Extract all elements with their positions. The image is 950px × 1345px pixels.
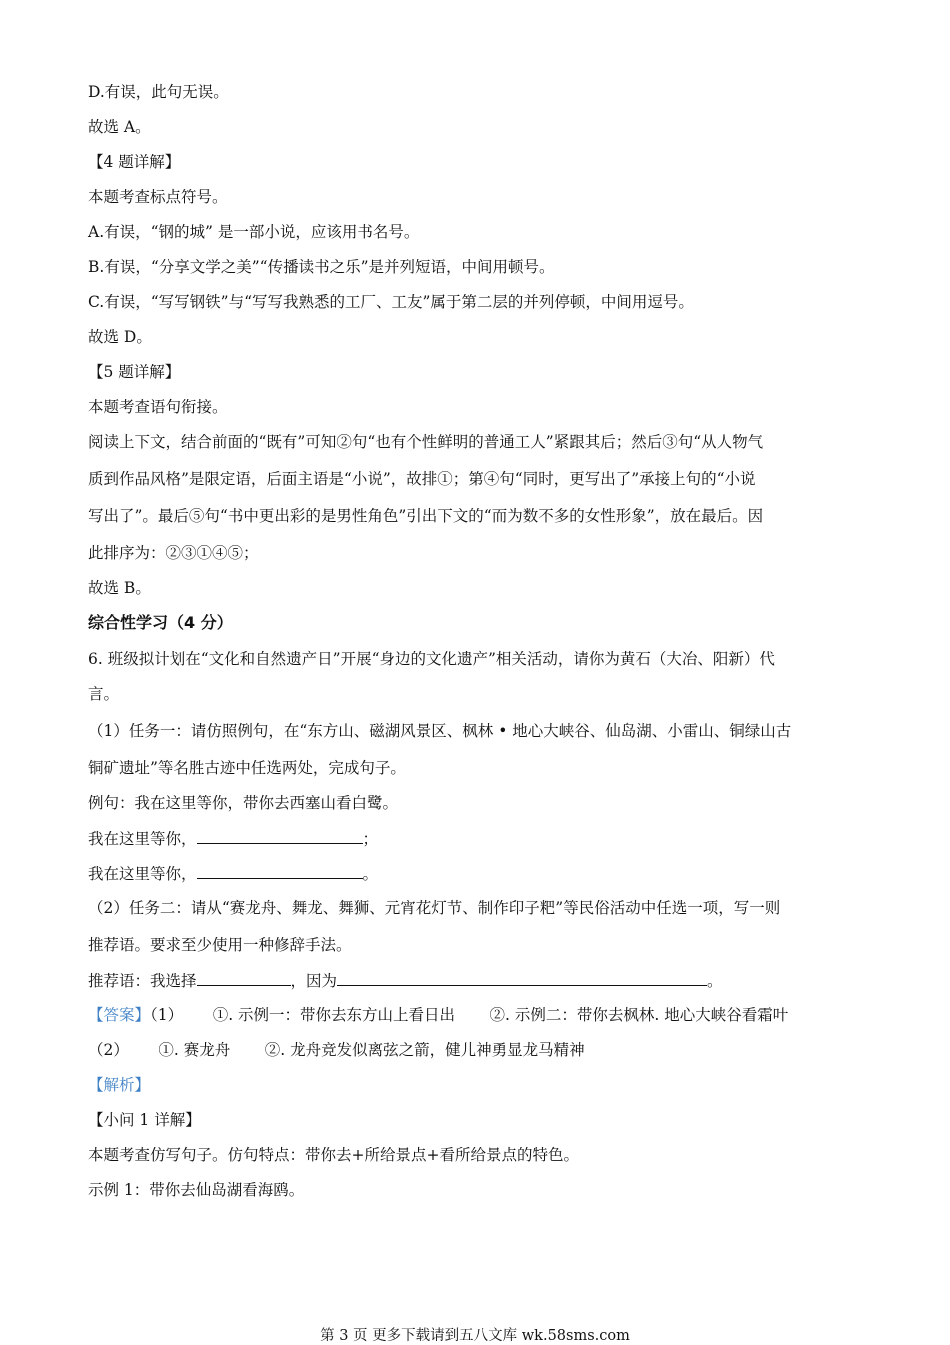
- task2-line: （2）任务二：请从“赛龙舟、舞龙、舞狮、元宵花灯节、制作印子粑”等民俗活动中任选一项，写一则: [88, 899, 781, 917]
- text-line: D.有误，此句无误。: [88, 83, 229, 101]
- answer-blank[interactable]: [197, 970, 291, 986]
- answer-line: [88, 1005, 788, 1025]
- fill-in-line-1: [88, 828, 378, 849]
- answer-blank[interactable]: [197, 828, 363, 844]
- recommend-mid: ，因为: [290, 972, 338, 990]
- text-line: 质到作品风格”是限定语，后面主语是“小说”，故排①；第④句“同时，更写出了”承接上句的“小说: [88, 470, 756, 488]
- text-line: 此排序为：②③①④⑤；: [88, 544, 259, 562]
- fill-prefix: 我在这里等你，: [88, 830, 197, 848]
- recommend-suffix: 。: [707, 972, 723, 990]
- text-line: 故选 B。: [88, 579, 151, 597]
- task1-line: 铜矿遗址”等名胜古迹中任选两处，完成句子。: [88, 759, 406, 777]
- text-line: 本题考查标点符号。: [88, 188, 228, 206]
- fill-prefix: 我在这里等你，: [88, 865, 197, 883]
- fill-suffix: 。: [362, 865, 379, 883]
- subsection-heading: 【小问 1 详解】: [88, 1111, 201, 1129]
- answer-part1: （1） ①. 示例一：带你去东方山上看日出 ②. 示例二：带你去枫林. 地心大峡谷看霜叶: [150, 1006, 789, 1024]
- page-footer: 第 3 页 更多下载请到五八文库 wk.58sms.com: [320, 1328, 630, 1344]
- text-line: 故选 A。: [88, 118, 151, 136]
- answer-label: 【答案】: [88, 1006, 151, 1024]
- task1-line: （1）任务一：请仿照例句，在“东方山、磁湖风景区、枫林 • 地心大峡谷、仙岛湖、小雷山、铜绿山古: [88, 722, 792, 740]
- analysis-label: 【解析】: [88, 1076, 151, 1094]
- analysis-line: 示例 1：带你去仙岛湖看海鸥。: [88, 1181, 305, 1199]
- answer-part2: （2） ①. 赛龙舟 ②. 龙舟竞发似离弦之箭，健儿神勇显龙马精神: [88, 1041, 585, 1059]
- answer-blank[interactable]: [337, 970, 707, 986]
- text-line: 故选 D。: [88, 328, 152, 346]
- text-line: C.有误，“写写钢铁”与“写写我熟悉的工厂、工友”属于第二层的并列停顿，中间用逗号。: [88, 293, 694, 311]
- subsection-heading: 【5 题详解】: [88, 363, 181, 381]
- text-line: 写出了”。最后⑤句“书中更出彩的是男性角色”引出下文的“而为数不多的女性形象”，放在最后。因: [88, 507, 764, 525]
- fill-suffix: ；: [362, 830, 379, 848]
- example-sentence: 例句：我在这里等你，带你去西塞山看白鹭。: [88, 794, 399, 812]
- text-line: A.有误，“钢的城” 是一部小说，应该用书名号。: [88, 223, 420, 241]
- recommendation-line: [88, 970, 723, 991]
- section-title: 综合性学习（4 分）: [88, 613, 233, 632]
- task2-line: 推荐语。要求至少使用一种修辞手法。: [88, 936, 352, 954]
- subsection-heading: 【4 题详解】: [88, 153, 181, 171]
- fill-in-line-2: [88, 863, 378, 884]
- question-line: 6. 班级拟计划在“文化和自然遗产日”开展“身边的文化遗产”相关活动，请你为黄石（大冶、阳新）代: [88, 650, 775, 668]
- text-line: 本题考查语句衔接。: [88, 398, 228, 416]
- text-line: 阅读上下文，结合前面的“既有”可知②句“也有个性鲜明的普通工人”紧跟其后；然后③句“从人物气: [88, 433, 764, 451]
- recommend-prefix: 推荐语：我选择: [88, 972, 197, 990]
- question-line: 言。: [88, 685, 120, 703]
- text-line: B.有误，“分享文学之美”“传播读书之乐”是并列短语，中间用顿号。: [88, 258, 555, 276]
- answer-blank[interactable]: [197, 863, 363, 879]
- analysis-line: 本题考查仿写句子。仿句特点：带你去+所给景点+看所给景点的特色。: [88, 1146, 579, 1164]
